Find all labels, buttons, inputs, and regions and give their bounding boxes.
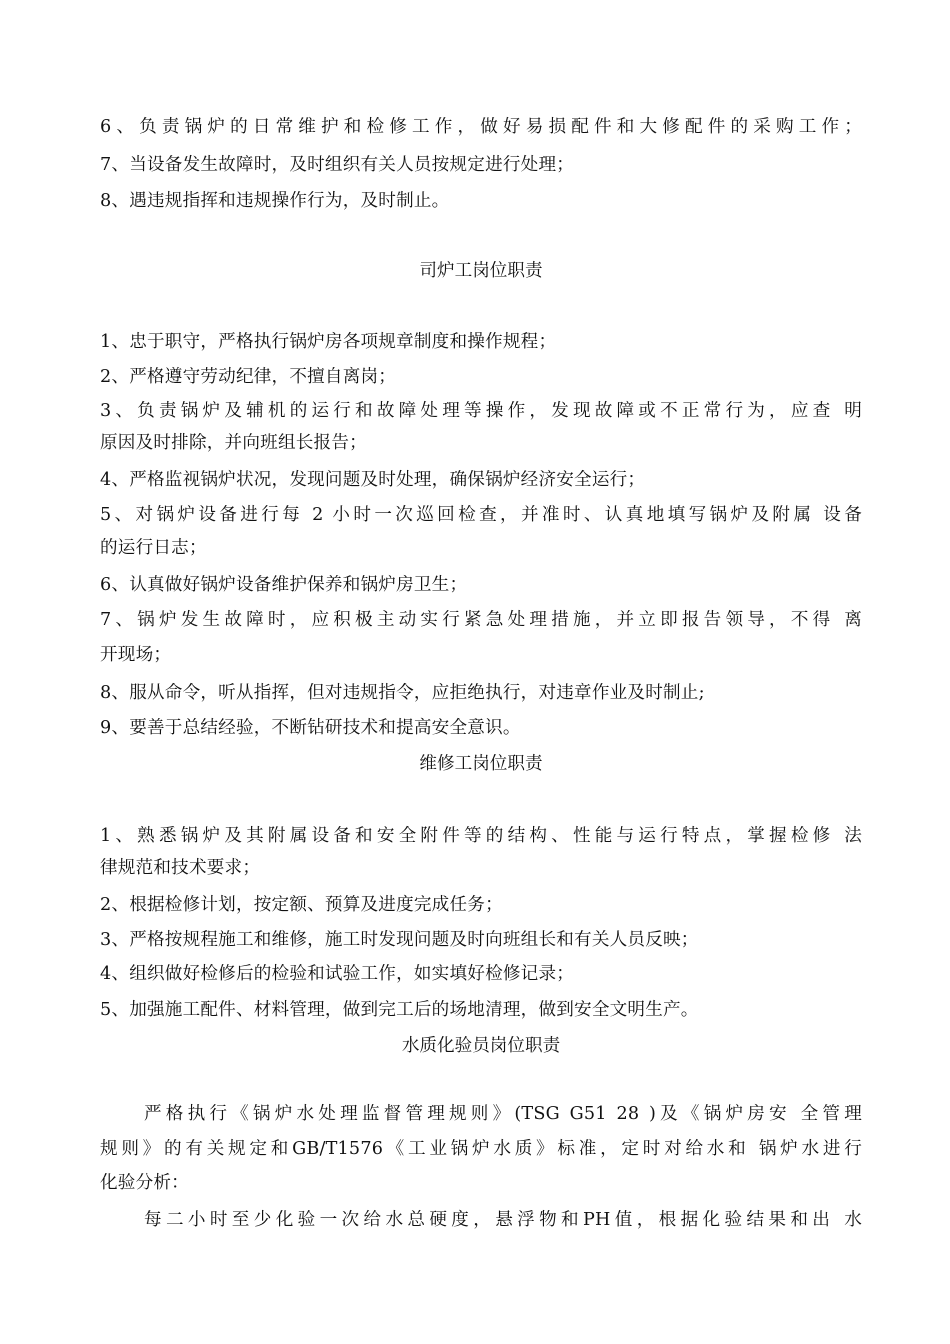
duty-item: 4、严格监视锅炉状况，发现问题及时处理，确保锅炉经济安全运行； [100, 470, 646, 490]
section-title-repair: 维修工岗位职责 [419, 754, 543, 774]
duty-item: 8、服从命令，听从指挥，但对违规指令，应拒绝执行，对违章作业及时制止; [100, 683, 705, 703]
duty-item: 7、当设备发生故障时，及时组织有关人员按规定进行处理； [100, 155, 575, 175]
duty-item-continuation: 的运行日志； [100, 538, 207, 558]
duty-item: 3、负责锅炉及辅机的运行和故障处理等操作，发现故障或不正常行为，应查 明 [100, 401, 862, 421]
section-title-stoker: 司炉工岗位职责 [419, 261, 543, 281]
duty-item: 1、熟悉锅炉及其附属设备和安全附件等的结构、性能与运行特点，掌握检修 法 [100, 826, 862, 846]
section-title-water: 水质化验员岗位职责 [401, 1036, 561, 1056]
duty-item-continuation: 律规范和技术要求； [100, 858, 261, 878]
duty-item: 2、严格遵守劳动纪律，不擅自离岗； [100, 367, 397, 387]
paragraph-line: 每二小时至少化验一次给水总硬度，悬浮物和PH值，根据化验结果和出 水 [144, 1210, 862, 1230]
duty-item: 2、根据检修计划，按定额、预算及进度完成任务； [100, 895, 503, 915]
duty-item: 5、对锅炉设备进行每 2 小时一次巡回检查，并准时、认真地填写锅炉及附属 设备 [100, 505, 862, 525]
duty-item: 9、要善于总结经验，不断钻研技术和提高安全意识。 [100, 718, 521, 738]
paragraph-line: 规则》的有关规定和GB/T1576《工业锅炉水质》标准，定时对给水和 锅炉水进行 [100, 1139, 862, 1159]
duty-item: 8、遇违规指挥和违规操作行为，及时制止。 [100, 191, 450, 211]
duty-item: 6、认真做好锅炉设备维护保养和锅炉房卫生； [100, 575, 468, 595]
duty-item: 3、严格按规程施工和维修，施工时发现问题及时向班组长和有关人员反映； [100, 930, 699, 950]
duty-item: 6、负责锅炉的日常维护和检修工作，做好易损配件和大修配件的采购工作； [100, 117, 862, 137]
paragraph-line: 化验分析： [100, 1173, 189, 1193]
duty-item: 1、忠于职守，严格执行锅炉房各项规章制度和操作规程； [100, 332, 557, 352]
duty-item: 4、组织做好检修后的检验和试验工作，如实填好检修记录； [100, 964, 575, 984]
paragraph-line: 严格执行《锅炉水处理监督管理规则》(TSG G51 28 )及《锅炉房安 全管理 [144, 1104, 862, 1124]
duty-item: 7、锅炉发生故障时，应积极主动实行紧急处理措施，并立即报告领导，不得 离 [100, 610, 862, 630]
duty-item-continuation: 开现场； [100, 645, 172, 665]
duty-item: 5、加强施工配件、材料管理，做到完工后的场地清理，做到安全文明生产。 [100, 1000, 699, 1020]
duty-item-continuation: 原因及时排除，并向班组长报告； [100, 433, 367, 453]
